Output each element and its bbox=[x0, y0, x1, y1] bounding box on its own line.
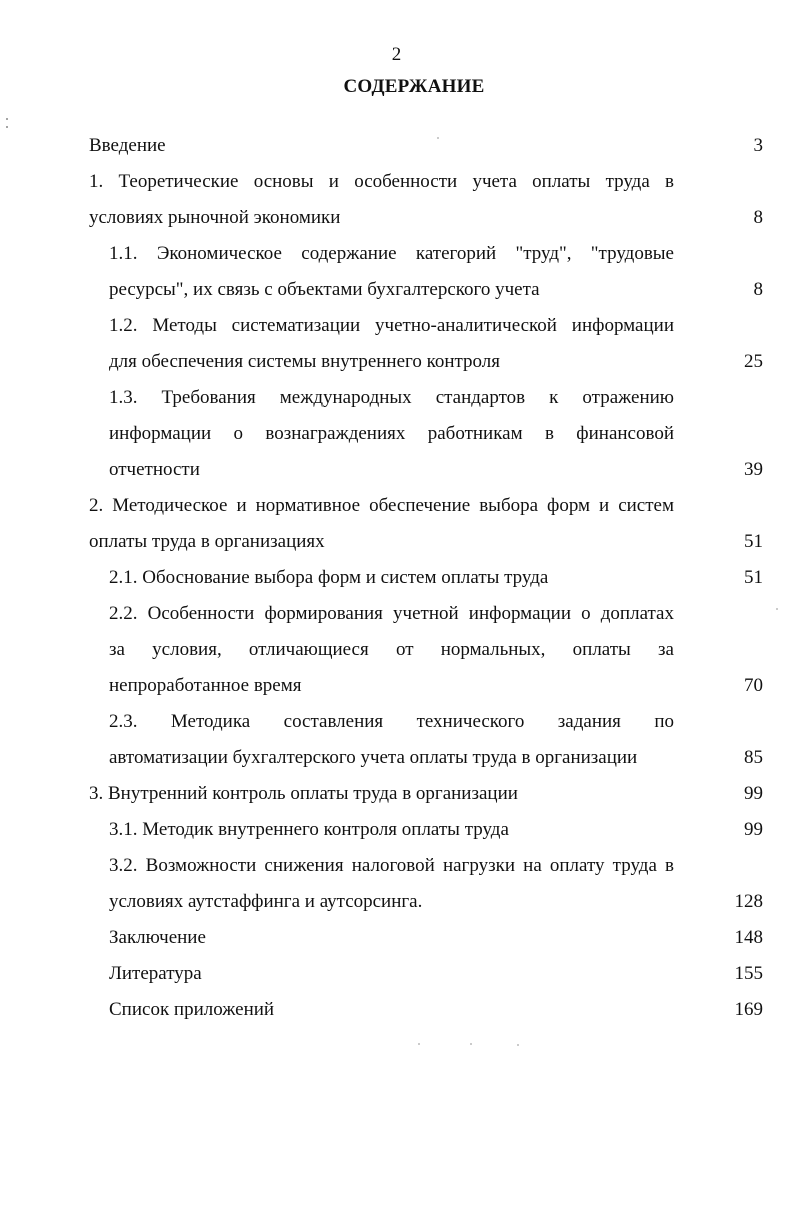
toc-page-number: 8 bbox=[753, 279, 763, 300]
toc-page-number: 99 bbox=[744, 819, 763, 840]
scan-speck bbox=[6, 118, 8, 120]
toc-page-number: 70 bbox=[744, 675, 763, 696]
toc-page-number: 39 bbox=[744, 459, 763, 480]
toc-entry-title bbox=[0, 992, 793, 1028]
toc-entry bbox=[0, 992, 793, 1028]
toc-page-number: 155 bbox=[734, 963, 763, 984]
toc-entry bbox=[0, 560, 793, 596]
toc-entry-line: 2.2. Особенности формирования учетной информации о доплатах bbox=[109, 603, 674, 624]
toc-entry bbox=[0, 704, 793, 776]
toc-entry-title bbox=[0, 848, 793, 920]
toc-page-number: 51 bbox=[744, 567, 763, 588]
toc-page-number: 148 bbox=[734, 927, 763, 948]
toc-entry-title bbox=[0, 704, 793, 776]
page-title: СОДЕРЖАНИЕ bbox=[343, 76, 485, 97]
toc-entry-line: отчетности bbox=[109, 459, 200, 480]
toc-page-number: 25 bbox=[744, 351, 763, 372]
toc-entry bbox=[0, 596, 793, 704]
toc-entry-title bbox=[0, 164, 793, 236]
toc-entry-title bbox=[0, 236, 793, 308]
toc-entry bbox=[0, 164, 793, 236]
toc-page-number: 51 bbox=[744, 531, 763, 552]
toc-page-number: 85 bbox=[744, 747, 763, 768]
toc-entry-line: Список приложений bbox=[109, 999, 275, 1020]
toc-entry-line: 2. Методическое и нормативное обеспечение выбора форм и систем bbox=[89, 495, 674, 516]
toc-entry bbox=[0, 848, 793, 920]
toc-entry-line: оплаты труда в организациях bbox=[89, 531, 325, 552]
toc-entry-line: 1.1. Экономическое содержание категорий "труд", "трудовые bbox=[109, 243, 674, 264]
toc-entry bbox=[0, 812, 793, 848]
toc-page-number: 3 bbox=[753, 135, 763, 156]
toc-entry-title bbox=[0, 560, 793, 596]
scan-speck bbox=[517, 1044, 519, 1046]
toc-entry-line: для обеспечения системы внутреннего контроля bbox=[109, 351, 501, 372]
toc-entry-line: непроработанное время bbox=[109, 675, 302, 696]
scan-speck bbox=[6, 126, 8, 128]
toc-page-number: 128 bbox=[734, 891, 763, 912]
scan-speck bbox=[418, 1043, 420, 1045]
toc-entry bbox=[0, 308, 793, 380]
toc-page-number: 169 bbox=[734, 999, 763, 1020]
toc-entry-title bbox=[0, 128, 793, 164]
toc-entry-title bbox=[0, 812, 793, 848]
toc-entry-line: 3. Внутренний контроль оплаты труда в организации bbox=[89, 783, 518, 804]
toc-entry-line: Введение bbox=[89, 135, 166, 156]
toc-entry-title bbox=[0, 956, 793, 992]
toc-entry-title bbox=[0, 488, 793, 560]
toc-page-number: 8 bbox=[753, 207, 763, 228]
toc-entry-line: 2.3. Методика составления технического задания по bbox=[109, 711, 674, 732]
toc-entry-line: информации о вознаграждениях работникам в финансовой bbox=[109, 423, 674, 444]
toc-entry-title bbox=[0, 380, 793, 488]
toc-entry-line: Литература bbox=[109, 963, 202, 984]
toc-entry-line: 1. Теоретические основы и особенности учета оплаты труда в bbox=[89, 171, 674, 192]
toc-entry bbox=[0, 956, 793, 992]
toc-entry-title bbox=[0, 920, 793, 956]
page-number: 2 bbox=[391, 44, 402, 65]
table-of-contents bbox=[0, 128, 793, 1028]
toc-entry-line: автоматизации бухгалтерского учета оплаты труда в организации bbox=[109, 747, 638, 768]
toc-entry bbox=[0, 236, 793, 308]
toc-page-number: 99 bbox=[744, 783, 763, 804]
toc-entry-title bbox=[0, 596, 793, 704]
scan-speck bbox=[470, 1043, 472, 1045]
toc-entry-title bbox=[0, 308, 793, 380]
scan-speck bbox=[437, 137, 439, 139]
toc-entry bbox=[0, 776, 793, 812]
toc-entry bbox=[0, 380, 793, 488]
toc-entry-line: условиях аутстаффинга и аутсорсинга. bbox=[109, 891, 423, 912]
toc-entry-line: ресурсы", их связь с объектами бухгалтерского учета bbox=[109, 279, 540, 300]
scan-speck bbox=[776, 608, 778, 610]
toc-entry-line: 3.2. Возможности снижения налоговой нагрузки на оплату труда в bbox=[109, 855, 674, 876]
toc-entry-line: 2.1. Обоснование выбора форм и систем оплаты труда bbox=[109, 567, 549, 588]
toc-entry bbox=[0, 488, 793, 560]
toc-entry-line: за условия, отличающиеся от нормальных, оплаты за bbox=[109, 639, 674, 660]
toc-entry-line: 1.2. Методы систематизации учетно-аналитической информации bbox=[109, 315, 674, 336]
toc-entry-line: Заключение bbox=[109, 927, 206, 948]
toc-entry-line: условиях рыночной экономики bbox=[89, 207, 341, 228]
toc-entry-line: 3.1. Методик внутреннего контроля оплаты труда bbox=[109, 819, 509, 840]
toc-entry bbox=[0, 128, 793, 164]
toc-entry-title bbox=[0, 776, 793, 812]
toc-entry-line: 1.3. Требования международных стандартов к отражению bbox=[109, 387, 674, 408]
toc-entry bbox=[0, 920, 793, 956]
